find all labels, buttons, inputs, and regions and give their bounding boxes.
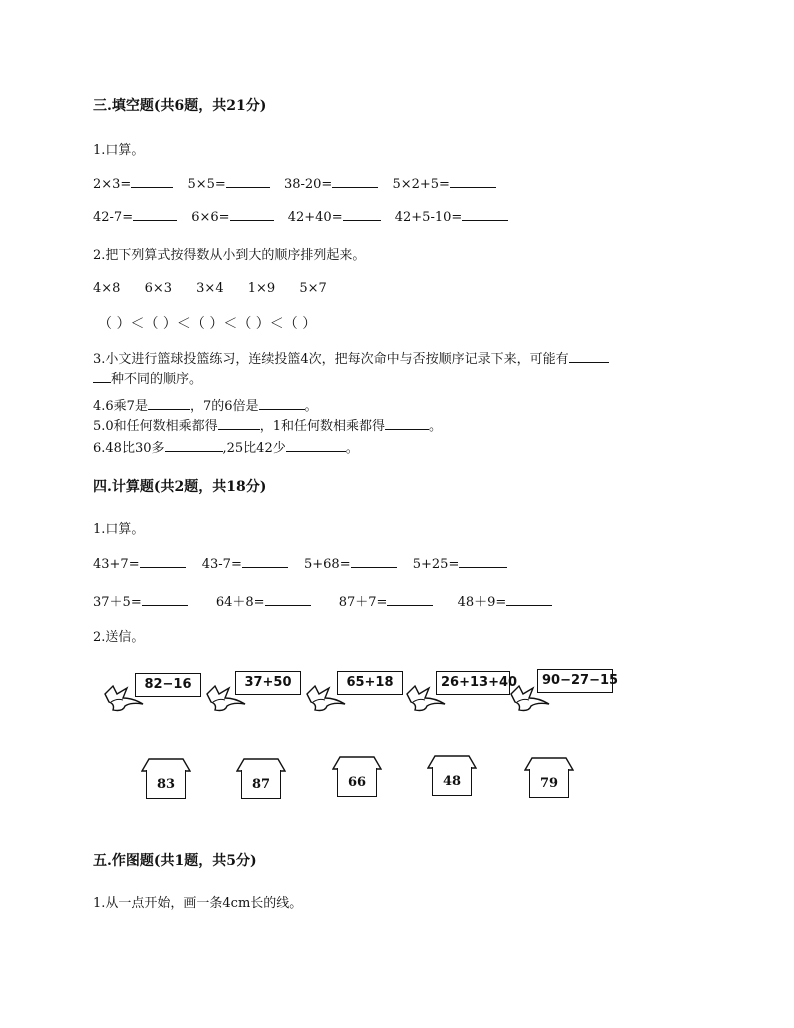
s4-q1-row2	[93, 591, 562, 610]
expr: 43-7=	[202, 555, 288, 572]
expr: 87＋7=	[339, 591, 434, 610]
expr: 5×5=	[187, 175, 269, 192]
answer-blank[interactable]	[140, 555, 186, 568]
house[interactable]	[141, 758, 191, 802]
expr: 42+40=	[288, 208, 381, 225]
answer-blank[interactable]	[242, 555, 288, 568]
section-3-title: 三.填空题(共6题，共21分)	[93, 98, 267, 114]
answer-blank[interactable]	[218, 417, 260, 430]
expr: 38-20=	[284, 175, 378, 192]
expr: 42-7=	[93, 208, 177, 225]
s3-q2-order[interactable]: （ ）＜（ ）＜（ ）＜（ ）＜（ ）	[98, 316, 317, 332]
s4-q2-label: 2.送信。	[93, 630, 145, 645]
house[interactable]	[524, 757, 574, 801]
answer-blank[interactable]	[343, 208, 381, 221]
s4-q1-row1	[93, 555, 517, 572]
answer-blank[interactable]	[569, 350, 609, 363]
house-number: 83	[146, 770, 186, 799]
answer-blank[interactable]	[459, 555, 507, 568]
answer-blank[interactable]	[148, 397, 190, 410]
expr: 43+7=	[93, 555, 186, 572]
letter-card[interactable]: 37+50	[235, 671, 301, 695]
answer-blank[interactable]	[142, 593, 188, 606]
expr: 5×2+5=	[392, 175, 496, 192]
expr: 5+68=	[304, 555, 397, 572]
item: 5×7	[299, 281, 327, 296]
house-number: 66	[337, 768, 377, 797]
house[interactable]	[236, 758, 286, 802]
answer-blank[interactable]	[385, 417, 429, 430]
expr: 5+25=	[413, 555, 508, 572]
expr: 64＋8=	[216, 591, 311, 610]
item: 1×9	[247, 281, 276, 296]
s3-q5: 5.0和任何数相乘都得 ，1和任何数相乘都得 。	[93, 419, 442, 434]
answer-blank[interactable]	[230, 208, 274, 221]
s3-q1-row1	[93, 175, 506, 192]
answer-blank[interactable]	[133, 208, 177, 221]
section-4-title: 四.计算题(共2题，共18分)	[93, 479, 267, 495]
house[interactable]	[427, 755, 477, 799]
expr: 6×6=	[191, 208, 273, 225]
section-5-title: 五.作图题(共1题，共5分)	[93, 853, 257, 869]
s3-q4: 4.6乘7是 ，7的6倍是 。	[93, 399, 318, 414]
answer-blank[interactable]	[265, 593, 311, 606]
letter-card[interactable]: 82−16	[135, 673, 201, 697]
answer-blank[interactable]	[332, 175, 378, 188]
letter-card[interactable]: 65+18	[337, 671, 403, 695]
answer-blank[interactable]	[462, 208, 508, 221]
answer-blank[interactable]	[506, 593, 552, 606]
s3-q6: 6.48比30多 ,25比42少 。	[93, 441, 359, 456]
answer-blank[interactable]	[286, 439, 346, 452]
answer-blank[interactable]	[259, 397, 305, 410]
s3-q2-items	[93, 281, 327, 296]
s3-q3: 3.小文进行篮球投篮练习，连续投篮4次，把每次命中与否按顺序记录下来，可能有 种不同的顺序。	[93, 350, 703, 390]
letter-card[interactable]: 90−27−15	[537, 669, 613, 693]
item: 3×4	[196, 281, 224, 296]
s3-q1-label: 1.口算。	[93, 143, 145, 158]
expr: 48＋9=	[458, 591, 553, 610]
s5-q1-label: 1.从一点开始，画一条4cm长的线。	[93, 896, 303, 911]
expr: 37＋5=	[93, 591, 188, 610]
answer-blank[interactable]	[450, 175, 496, 188]
house[interactable]	[332, 756, 382, 800]
item: 6×3	[144, 281, 173, 296]
expr: 2×3=	[93, 175, 173, 192]
answer-blank[interactable]	[93, 370, 111, 383]
house-number: 48	[432, 767, 472, 796]
item: 4×8	[93, 281, 121, 296]
s3-q2-label: 2.把下列算式按得数从小到大的顺序排列起来。	[93, 248, 366, 263]
answer-blank[interactable]	[165, 439, 223, 452]
expr: 42+5-10=	[395, 208, 509, 225]
answer-blank[interactable]	[131, 175, 173, 188]
s3-q1-row2	[93, 208, 518, 225]
letter-card[interactable]: 26+13+40	[436, 671, 510, 695]
answer-blank[interactable]	[387, 593, 433, 606]
house-number: 87	[241, 770, 281, 799]
answer-blank[interactable]	[351, 555, 397, 568]
house-number: 79	[529, 769, 569, 798]
s4-q1-label: 1.口算。	[93, 522, 145, 537]
answer-blank[interactable]	[226, 175, 270, 188]
